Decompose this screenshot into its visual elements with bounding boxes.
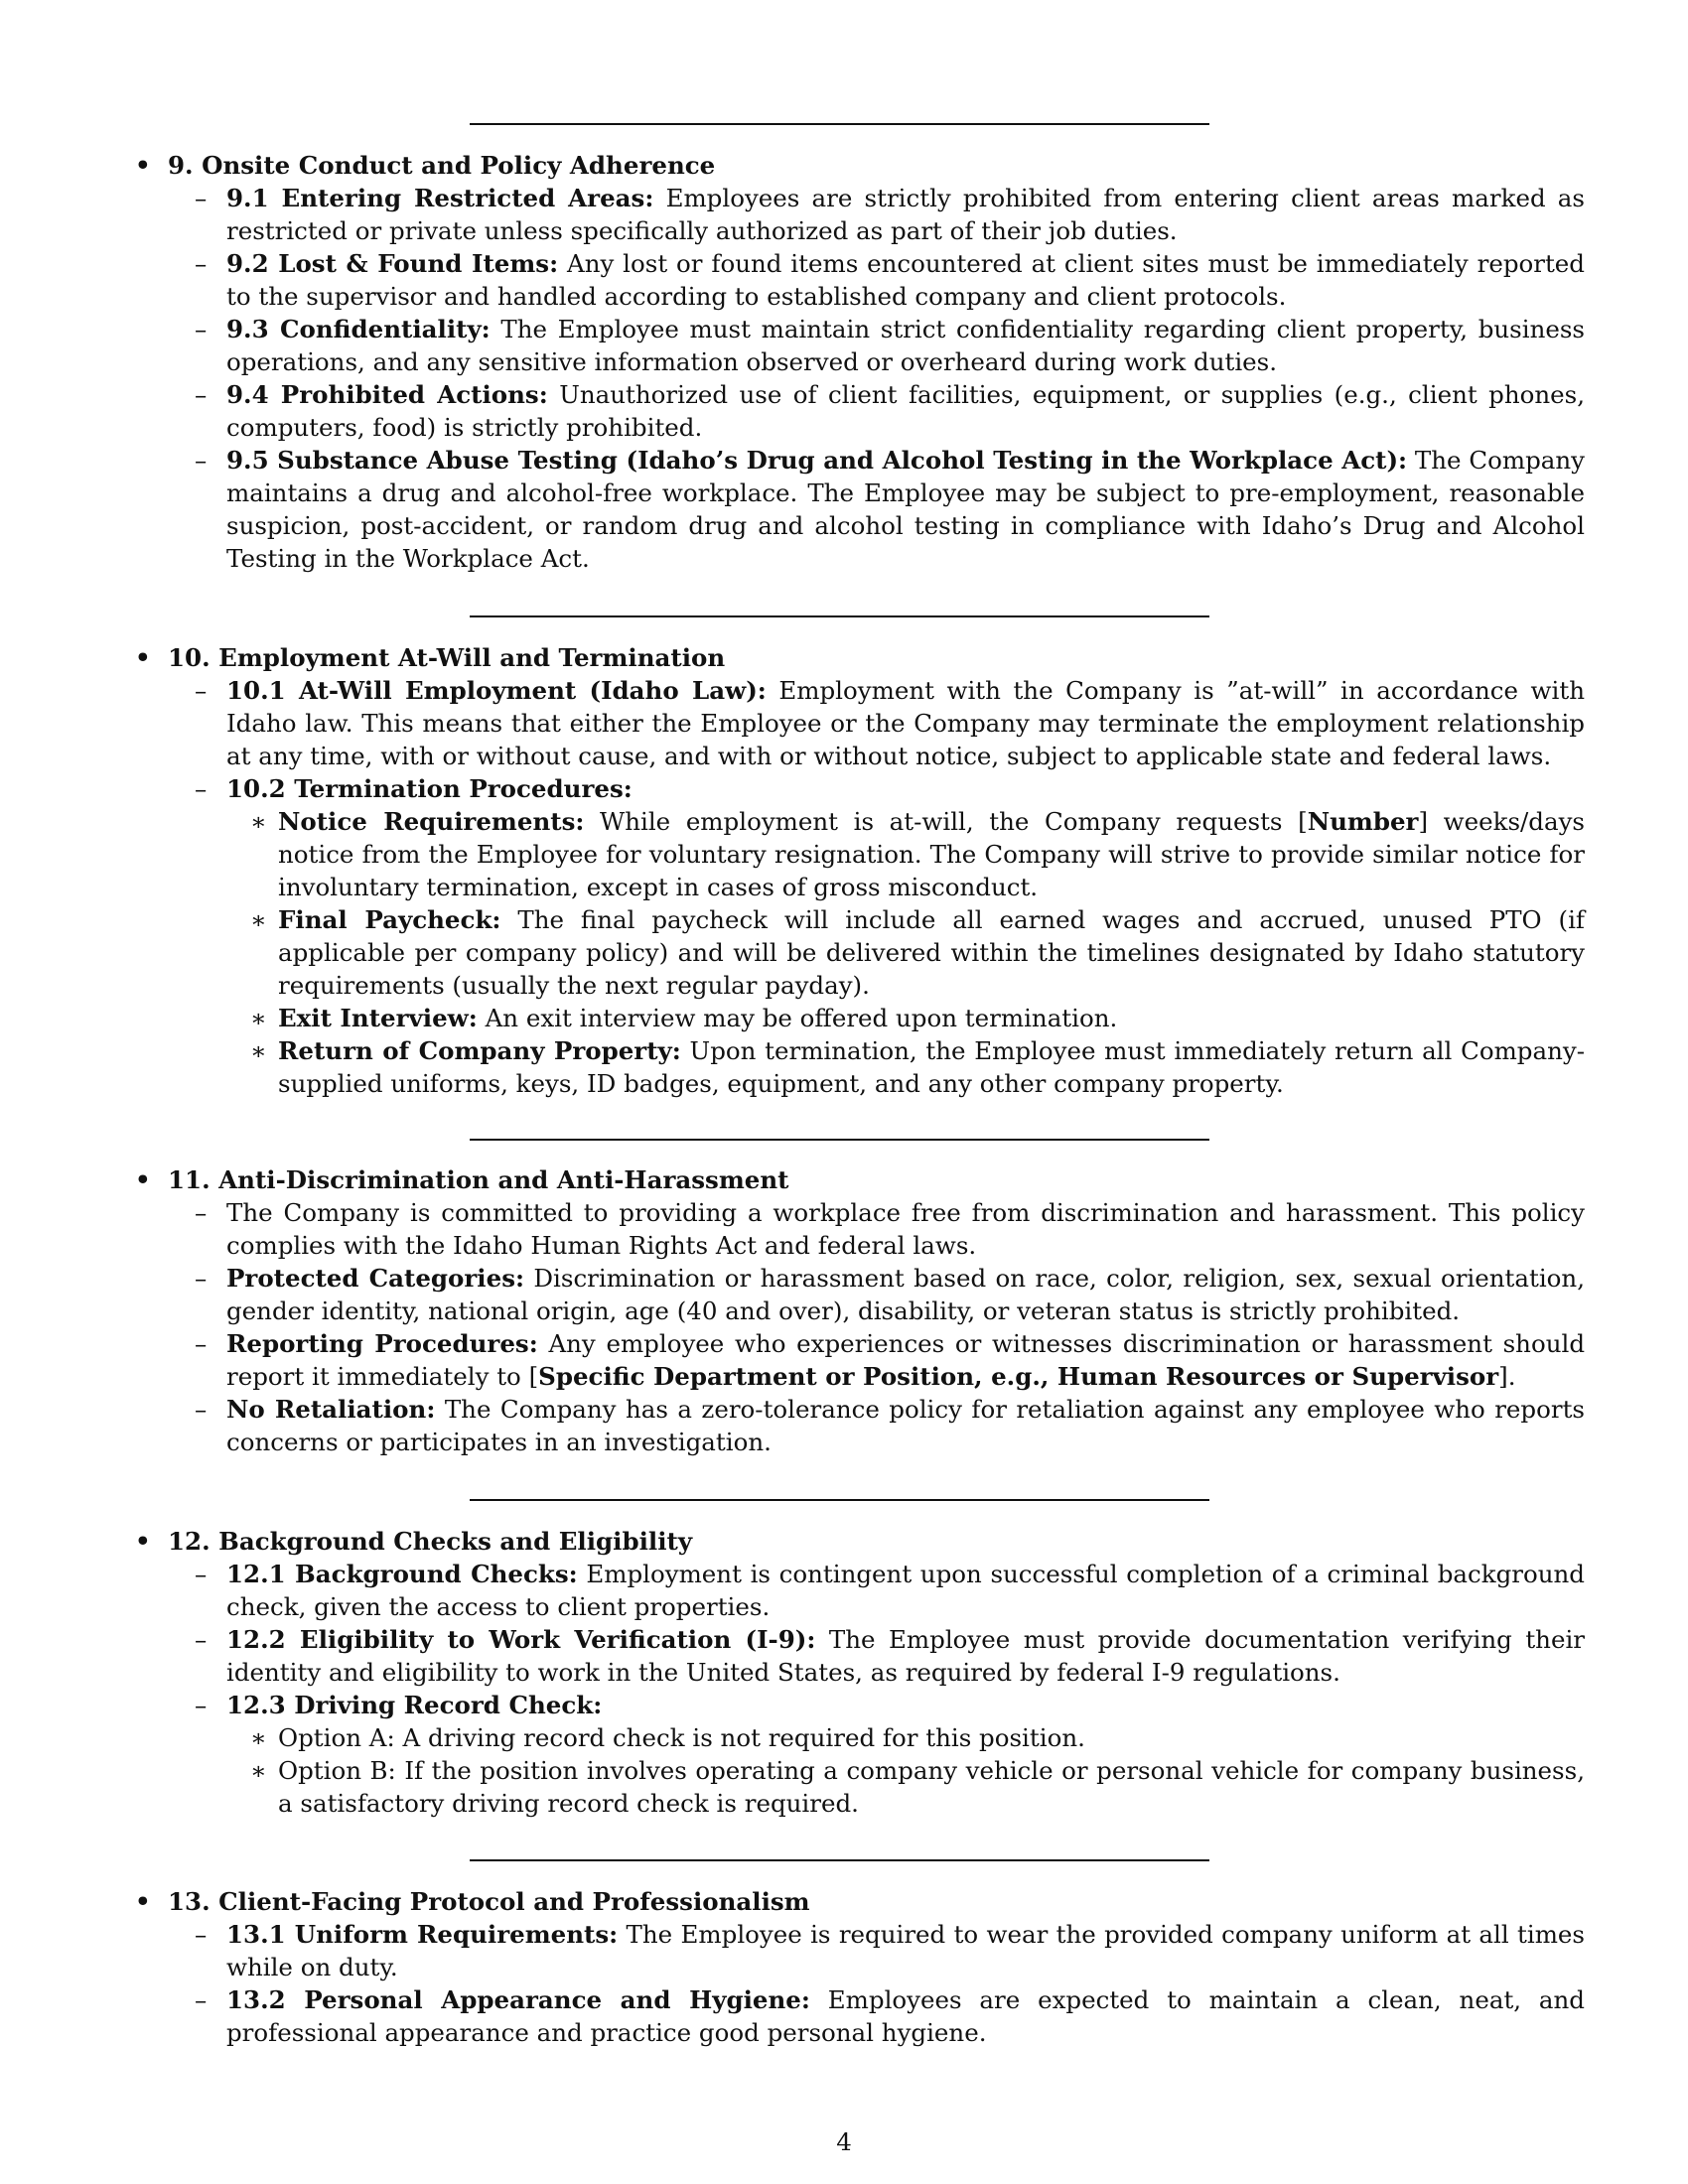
item-label: Reporting Procedures:	[226, 1329, 538, 1358]
section-divider	[470, 123, 1209, 125]
item-label: 9.1 Entering Restricted Areas:	[226, 184, 654, 212]
item-label: 10.1 At-Will Employment (Idaho Law):	[226, 676, 767, 705]
list-item: – 12.3 Driving Record Check:	[195, 1691, 603, 1719]
list-item: – 13.2 Personal Appearance and Hygiene: Employees are expected to maintain a clean, neat, and professional appearance and practice good personal hygiene.	[195, 1985, 1585, 2047]
list-item: – 13.1 Uniform Requirements: The Employee is required to wear the provided company uniform at all times while on duty.	[195, 1920, 1586, 1981]
list-item: – 9.2 Lost & Found Items: Any lost or found items encountered at client sites must be immediately reported to the supervisor and handled according to established company and client protocols.	[195, 249, 1585, 311]
item-label: 9.3 Confidentiality:	[226, 315, 491, 343]
item-label: 9.2 Lost & Found Items:	[226, 249, 559, 278]
section-13	[135, 1885, 1585, 2049]
sub-list-item: ∗ Return of Company Property: Upon termination, the Employee must immediately return all Company-supplied uniforms, keys, ID badges, equipment, and any other company property.	[250, 1036, 1585, 1098]
section-title: • 12. Background Checks and Eligibility	[135, 1527, 693, 1556]
section-title: • 9. Onsite Conduct and Policy Adherence	[135, 151, 716, 180]
list-item: – 12.2 Eligibility to Work Verification (I-9): The Employee must provide documentation verifying their identity and eligibility to work in the United States, as required by federal I-9 regulations.	[195, 1625, 1585, 1687]
list-item: – 9.1 Entering Restricted Areas: Employees are strictly prohibited from entering client areas marked as restricted or private unless specifically authorized as part of their job duties.	[195, 184, 1585, 245]
section-title: • 13. Client-Facing Protocol and Professionalism	[135, 1887, 810, 1916]
item-label: No Retaliation:	[226, 1395, 436, 1424]
item-label: 9.4 Prohibited Actions:	[226, 380, 548, 409]
list-item: – 9.4 Prohibited Actions: Unauthorized use of client facilities, equipment, or supplies (e.g., client phones, computers, food) is strictly prohibited.	[195, 380, 1585, 442]
list-item: – No Retaliation: The Company has a zero-tolerance policy for retaliation against any employee who reports concerns or participates in an investigation.	[195, 1395, 1585, 1456]
item-label: 12.1 Background Checks:	[226, 1560, 578, 1588]
sub-list-item: ∗ Exit Interview: An exit interview may be offered upon termination.	[250, 1004, 1118, 1032]
list-item: – Reporting Procedures: Any employee who experiences or witnesses discrimination or harassment should report it immediately to [Specific Department or Position, e.g., Human Resources or Supervisor].	[195, 1329, 1585, 1391]
section-divider	[470, 1499, 1209, 1501]
item-label: 12.3 Driving Record Check:	[226, 1691, 603, 1719]
page-number: 4	[836, 2127, 852, 2156]
section-divider	[470, 1139, 1209, 1141]
section-12	[135, 1525, 1585, 1820]
section-10	[135, 641, 1585, 1100]
list-item: – The Company is committed to providing a workplace free from discrimination and harassment. This policy complies with the Idaho Human Rights Act and federal laws.	[195, 1198, 1585, 1260]
list-item: – 9.5 Substance Abuse Testing (Idaho’s Drug and Alcohol Testing in the Workplace Act): The Company maintains a drug and alcohol-free workplace. The Employee may be subject to pre-employment, reasonable suspicion, post-accident, or random drug and alcohol testing in compliance with Idaho’s Drug and Alcohol Testing in the Workplace Act.	[195, 446, 1585, 573]
item-label: 12.2 Eligibility to Work Verification (I-9):	[226, 1625, 816, 1654]
item-label: 9.5 Substance Abuse Testing (Idaho’s Drug and Alcohol Testing in the Workplace Act):	[226, 446, 1408, 475]
section-divider	[470, 1859, 1209, 1861]
item-label: 10.2 Termination Procedures:	[226, 774, 633, 803]
section-title: • 10. Employment At-Will and Termination	[135, 643, 726, 672]
section-9	[135, 149, 1585, 575]
item-label: 13.1 Uniform Requirements:	[226, 1920, 619, 1949]
list-item: – 12.1 Background Checks: Employment is contingent upon successful completion of a criminal background check, given the access to client properties.	[195, 1560, 1585, 1621]
sub-list-item: ∗ Option A: A driving record check is not required for this position.	[250, 1723, 1085, 1752]
list-item: – 9.3 Confidentiality: The Employee must maintain strict confidentiality regarding client property, business operations, and any sensitive information observed or overheard during work duties.	[195, 315, 1585, 376]
section-11	[135, 1163, 1585, 1458]
sub-list-item: ∗ Option B: If the position involves operating a company vehicle or personal vehicle for company business, a satisfactory driving record check is required.	[250, 1756, 1585, 1818]
sub-list-item: ∗ Notice Requirements: While employment is at-will, the Company requests [Number] weeks/days notice from the Employee for voluntary resignation. The Company will strive to provide similar notice for involuntary termination, except in cases of gross misconduct.	[250, 807, 1585, 901]
sub-list-item: ∗ Final Paycheck: The final paycheck will include all earned wages and accrued, unused PTO (if applicable per company policy) and will be delivered within the timelines designated by Idaho statutory requirements (usually the next regular payday).	[250, 905, 1586, 1000]
list-item: – 10.1 At-Will Employment (Idaho Law): Employment with the Company is ”at-will” in accordance with Idaho law. This means that either the Employee or the Company may terminate the employment relationship at any time, with or without cause, and with or without notice, subject to applicable state and federal laws.	[195, 676, 1585, 770]
section-title: • 11. Anti-Discrimination and Anti-Harassment	[135, 1165, 789, 1194]
item-label: 13.2 Personal Appearance and Hygiene:	[226, 1985, 810, 2014]
list-item: – 10.2 Termination Procedures:	[195, 774, 633, 803]
section-divider	[470, 615, 1209, 617]
list-item: – Protected Categories: Discrimination or harassment based on race, color, religion, sex, sexual orientation, gender identity, national origin, age (40 and over), disability, or veteran status is strictly prohibited.	[195, 1264, 1585, 1325]
item-label: Protected Categories:	[226, 1264, 525, 1293]
